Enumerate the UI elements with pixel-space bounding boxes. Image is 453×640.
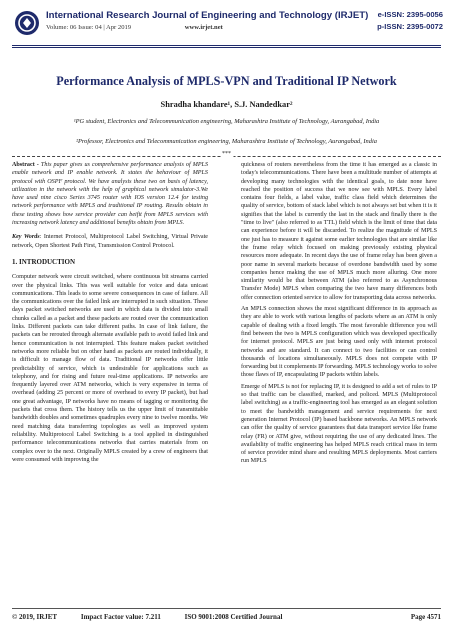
left-column	[12, 161, 208, 467]
footer-iso: ISO 9001:2008 Certified Journal	[184, 613, 283, 621]
intro-paragraph-1: Computer network were circuit switched, where continuous bit streams carried over the physical links. This was well suitable for voice and data unicast communications. This leads to some severe consequences in case of failure. All the communications over the failed link are interrupted in such situation. These days packet switched networks are used in which data is divided into small chunks called as a packet and these packets are routed over the communication links. Different packets can take different paths. In case of link failure, the packets can be rerouted through alternate available path to avoid failed link and hence communication is not interrupted. This feature makes packet switched networks more reliable but on other hand as packets are routed individually, it is difficult to manage flow of data. Traditional IP networks offer little predictability of service, which is undesirable for applications such as telephony, and for rising and future real-time applications. IP networks are frequently layered over ATM networks, which is very expensive in terms of overhead (adding 25 percent or more of overhead to every IP packet), but had one great advantage, IP networks have no means of tagging or monitoring the packets that cross them. The history tells us the upper limit of transmittable bandwidth doubles and sometimes quadruples every nine to twelve months. We need matching data transferring topologies as well as improved system reliability. Multiprotocol Label Switching is a tool applied in distinguished performance telecommunications networks that carries materials from on complex over to the next. Originally MPLS created by a crew of engineers that were consumed with improving the	[12, 274, 208, 463]
abstract-label: Abstract -	[12, 162, 39, 168]
irjet-logo-icon	[14, 10, 40, 36]
footer-impact-factor: Impact Factor value: 7.211	[80, 613, 161, 621]
body-paragraph-1: quickness of routers nevertheless from the time it has emerged as a classic in today's telecommunications. There have been a multitude number of attempts at developing many technologies with the identical goals, to date none have reached the position of success that we now see with MPLS. Every label contains four fields, a label value, traffic class field which determines the quality of service, bottom of stack label which is not always set but when it is it signifies that the label is currently the last in the stack and finally there is the "time to live" (also referred to as TTL) field which is the limit of time that data can experience before it will be discarded. To realize the magnitude of MPLS one just has to measure it against some earlier technologies that are similar like the frame relay which focused on making previously existing physical resources more adequate. In recent days the use of frame relay has been given a poor name in several markets because of overdone bandwidth used by some companies hence making the use of MPLS much more alluring. One more similarity would be that between ATM (also referred to as Asynchronous Transfer Mode) MPLS when comparing the two have many differences both offer connection oriented service to allow for transporting data across networks.	[241, 162, 437, 301]
body-paragraph-3: Emerge of MPLS is not for replacing IP, it is designed to add a set of rules to IP so that traffic can be classified, marked, and policed. MPLS (Multiprotocol label switching) as a traffic-engineering tool has emerged as an elegant solution to meet the bandwidth management and service requirements for next generation Internet Protocol (IP) based backbone networks. An MPLS network can offer the quality of service guarantees that data transport service like frame relay (FR) or ATM give, without requiring the use of any dedicated lines. The availability of traffic engineering has helped MPLS reach critical mass in term of service provider mind share and resulting MPLS deployments. Most carriers run MPLS	[241, 383, 437, 465]
footer-page-number: Page 4571	[410, 613, 441, 621]
section-heading-introduction: 1. INTRODUCTION	[12, 257, 76, 266]
abstract	[12, 161, 208, 227]
affiliation-1: ¹PG student, Electronics and Telecommunication engineering, Maharashtra Institute of Technology, Aurangabad, India	[73, 118, 380, 125]
keywords-label: Key Words	[12, 234, 40, 241]
separator-stars: ***	[222, 151, 231, 157]
right-column	[241, 161, 437, 469]
paper-title: Performance Analysis of MPLS-VPN and Traditional IP Network	[56, 74, 397, 88]
header-rule	[12, 45, 441, 46]
pissn: p-ISSN: 2395-0072	[377, 22, 443, 31]
keywords	[12, 233, 208, 250]
journal-header	[10, 8, 443, 44]
journal-name: International Research Journal of Engineering and Technology (IRJET)	[46, 10, 369, 21]
page-footer	[12, 613, 441, 621]
eissn: e-ISSN: 2395-0056	[377, 10, 443, 19]
issn-block	[377, 10, 443, 31]
authors: Shradha khandare¹, S.J. Nandedkar²	[160, 100, 293, 109]
volume-issue-line	[46, 24, 368, 31]
keywords-text: : Internet Protocol, Multiprotocol Label Switching, Virtual Private network, Open Shortest Path First, Transmission Control Protocol.	[12, 234, 208, 249]
footer-rule	[12, 608, 441, 609]
body-paragraph-2: An MPLS connection shows the most significant difference in its approach as they are able to work with various lengths of packets where as an ATM is only capable of dealing with a fixed length. The most favorable difference you will find between the two is MPLS configuration which was developed specifically for internet protocol. MPLS are just being used only with internet protocol networks and are standard. It can connect to two facilities or can control thousands of locations simultaneously. MPLS does not compete with IP forwarding but it complements IP forwarding. MPLS technology works to solve those flaws of IP, encapsulating IP packets within labels.	[241, 306, 437, 379]
header-rule-2	[12, 47, 441, 48]
volume-issue: Volume: 06 Issue: 04 | Apr 2019	[46, 24, 132, 31]
affiliation-2: ²Professor, Electronics and Telecommunication engineering, Maharashtra Institute of Technology, Aurangabad, India	[76, 138, 377, 145]
abstract-text: This paper gives us comprehensive performance analysis of MPLS enable network and IP enable network. It states the behaviour of MPLS protocol with OSPF protocol. We have analysis these two on basis of latency, utilization in the network with the help of graphical network simulator-3.We have used nine cisco Series 3745 router with IOS version 12.4 for testing network performance with MPLS and traditional IP routing. Results obtain in these testing shows how service provider can beifit from MPLS services with increasing network latency and additional benefits obtain from MPLS.	[12, 162, 209, 227]
footer-copyright: © 2019, IRJET	[12, 613, 58, 621]
section-separator	[12, 153, 441, 159]
journal-website: www.irjet.net	[184, 24, 223, 31]
